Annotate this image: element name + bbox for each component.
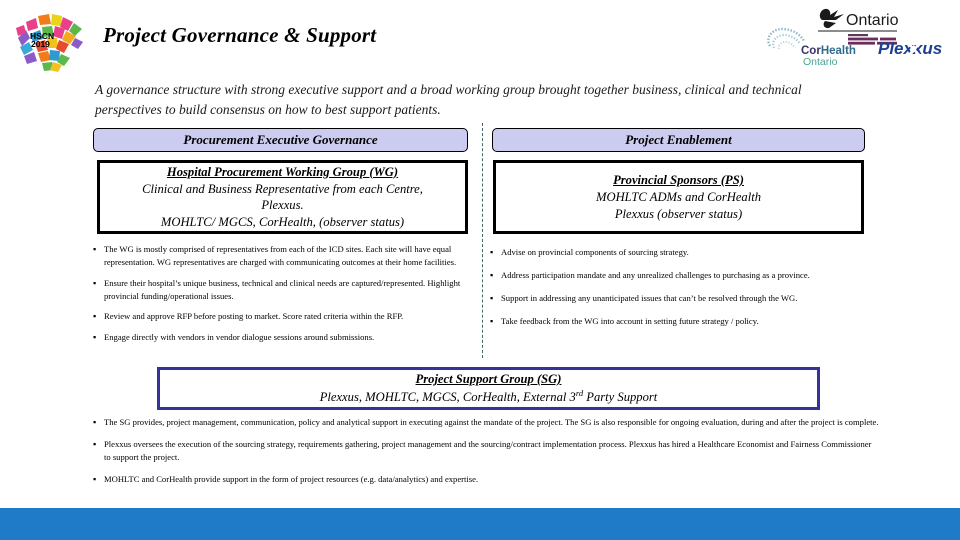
hscn-logo-text-line2: 2019	[31, 39, 50, 49]
sg-members-suffix: Party Support	[583, 390, 658, 405]
provincial-sponsors-box	[493, 160, 864, 234]
project-support-group-title: Project Support Group (SG)	[415, 372, 562, 387]
partner-logos-group	[764, 4, 952, 72]
list-item	[90, 473, 880, 487]
bullet-glyph-icon: ▪	[93, 417, 97, 427]
list-item	[487, 292, 867, 306]
provincial-sponsors-line-1: MOHLTC ADMs and CorHealth	[596, 189, 761, 204]
intro-paragraph: A governance structure with strong executive support and a broad working group brought together business, clinical and technical perspectives to build consensus on how to best support patients.	[95, 82, 802, 117]
corhealth-swirl-icon	[768, 29, 804, 49]
list-item	[90, 277, 475, 304]
footer-accent-bar	[0, 508, 960, 540]
provincial-sponsors-title: Provincial Sponsors (PS)	[613, 172, 744, 187]
bullet-text: The WG is mostly comprised of representatives from each of the ICD sites. Each site will have equal representation. WG representatives are charged with communicating outcomes at their home facilities.	[104, 244, 457, 268]
sg-members-prefix: Plexxus, MOHLTC, MGCS, CorHealth, External 3	[319, 390, 576, 405]
bullet-glyph-icon: ▪	[490, 247, 494, 257]
page-title: Project Governance & Support	[103, 23, 377, 47]
plexxus-logo-label: Plexxus	[878, 39, 943, 58]
working-group-line-3: MOHLTC/ MGCS, CorHealth, (observer status)	[160, 214, 405, 229]
working-group-line-2: Plexxus.	[261, 198, 304, 213]
pill-right-label: Project Enablement	[625, 132, 732, 147]
corhealth-logo-label: CorHealth	[801, 45, 856, 57]
list-item	[487, 269, 867, 283]
working-group-bullet-list	[90, 243, 475, 352]
sg-members-superscript: rd	[575, 388, 584, 399]
corhealth-ontario-label: Ontario	[803, 56, 838, 68]
working-group-box	[97, 160, 468, 234]
project-support-group-box	[157, 367, 820, 410]
bullet-glyph-icon: ▪	[93, 332, 97, 343]
project-support-group-members	[320, 388, 658, 406]
list-item	[90, 310, 475, 324]
provincial-sponsors-bullet-list	[487, 246, 867, 338]
list-item	[487, 246, 867, 260]
bullet-glyph-icon: ▪	[93, 277, 97, 288]
working-group-title: Hospital Procurement Working Group (WG)	[166, 164, 399, 179]
header-pill-project-enablement[interactable]	[492, 128, 865, 152]
bullet-text: Plexxus oversees the execution of the sourcing strategy, requirements gathering, project management and the sourcing/contract implementation process. Plexxus has hired a Healthcare Economist and Fairness Commissioner to support the project.	[104, 438, 872, 463]
bullet-text: MOHLTC and CorHealth provide support in the form of project resources (e.g. data/analytics) and expertise.	[104, 473, 479, 484]
plexxus-logo	[878, 39, 942, 58]
bullet-glyph-icon: ▪	[490, 292, 494, 303]
bullet-text: Advise on provincial components of sourcing strategy.	[501, 247, 689, 257]
bullet-glyph-icon: ▪	[93, 244, 97, 254]
bullet-text: Address participation mandate and any unrealized challenges to purchasing as a province.	[501, 269, 810, 280]
list-item	[90, 416, 880, 430]
list-item	[90, 331, 475, 345]
bullet-glyph-icon: ▪	[93, 473, 97, 484]
ontario-logo-label: Ontario	[846, 12, 899, 29]
list-item	[90, 243, 475, 270]
bullet-text: Support in addressing any unanticipated issues that can’t be resolved through the WG.	[501, 292, 798, 303]
bullet-text: Ensure their hospital’s unique business, technical and clinical needs are captured/represented. Highlight provincial funding/operational issues.	[104, 277, 461, 301]
provincial-sponsors-line-2: Plexxus (observer status)	[614, 206, 743, 221]
pill-left-label: Procurement Executive Governance	[183, 132, 378, 147]
hscn-logo-text-line1: HSCN	[30, 31, 55, 41]
bullet-glyph-icon: ▪	[490, 269, 494, 280]
list-item	[90, 438, 880, 465]
column-divider	[482, 123, 483, 358]
list-item	[487, 315, 867, 329]
bullet-text: Engage directly with vendors in vendor dialogue sessions around submissions.	[104, 332, 375, 343]
working-group-line-1: Clinical and Business Representative from each Centre,	[142, 181, 423, 196]
hscn-2019-logo	[12, 12, 90, 76]
bullet-text: Take feedback from the WG into account in setting future strategy / policy.	[501, 315, 759, 326]
bullet-glyph-icon: ▪	[490, 315, 494, 326]
header-pill-procurement-executive-governance[interactable]	[93, 128, 468, 152]
project-support-group-bullet-list	[90, 416, 880, 495]
ontario-trillium-icon	[820, 9, 844, 28]
bullet-text: The SG provides, project management, communication, policy and analytical support in executing against the mandate of the project. The SG is also responsible for ongoing evaluation, during and after the project is complete.	[104, 417, 879, 427]
bullet-glyph-icon: ▪	[93, 438, 97, 449]
bullet-text: Review and approve RFP before posting to market. Score rated criteria within the RFP.	[104, 311, 404, 322]
bullet-glyph-icon: ▪	[93, 311, 97, 322]
